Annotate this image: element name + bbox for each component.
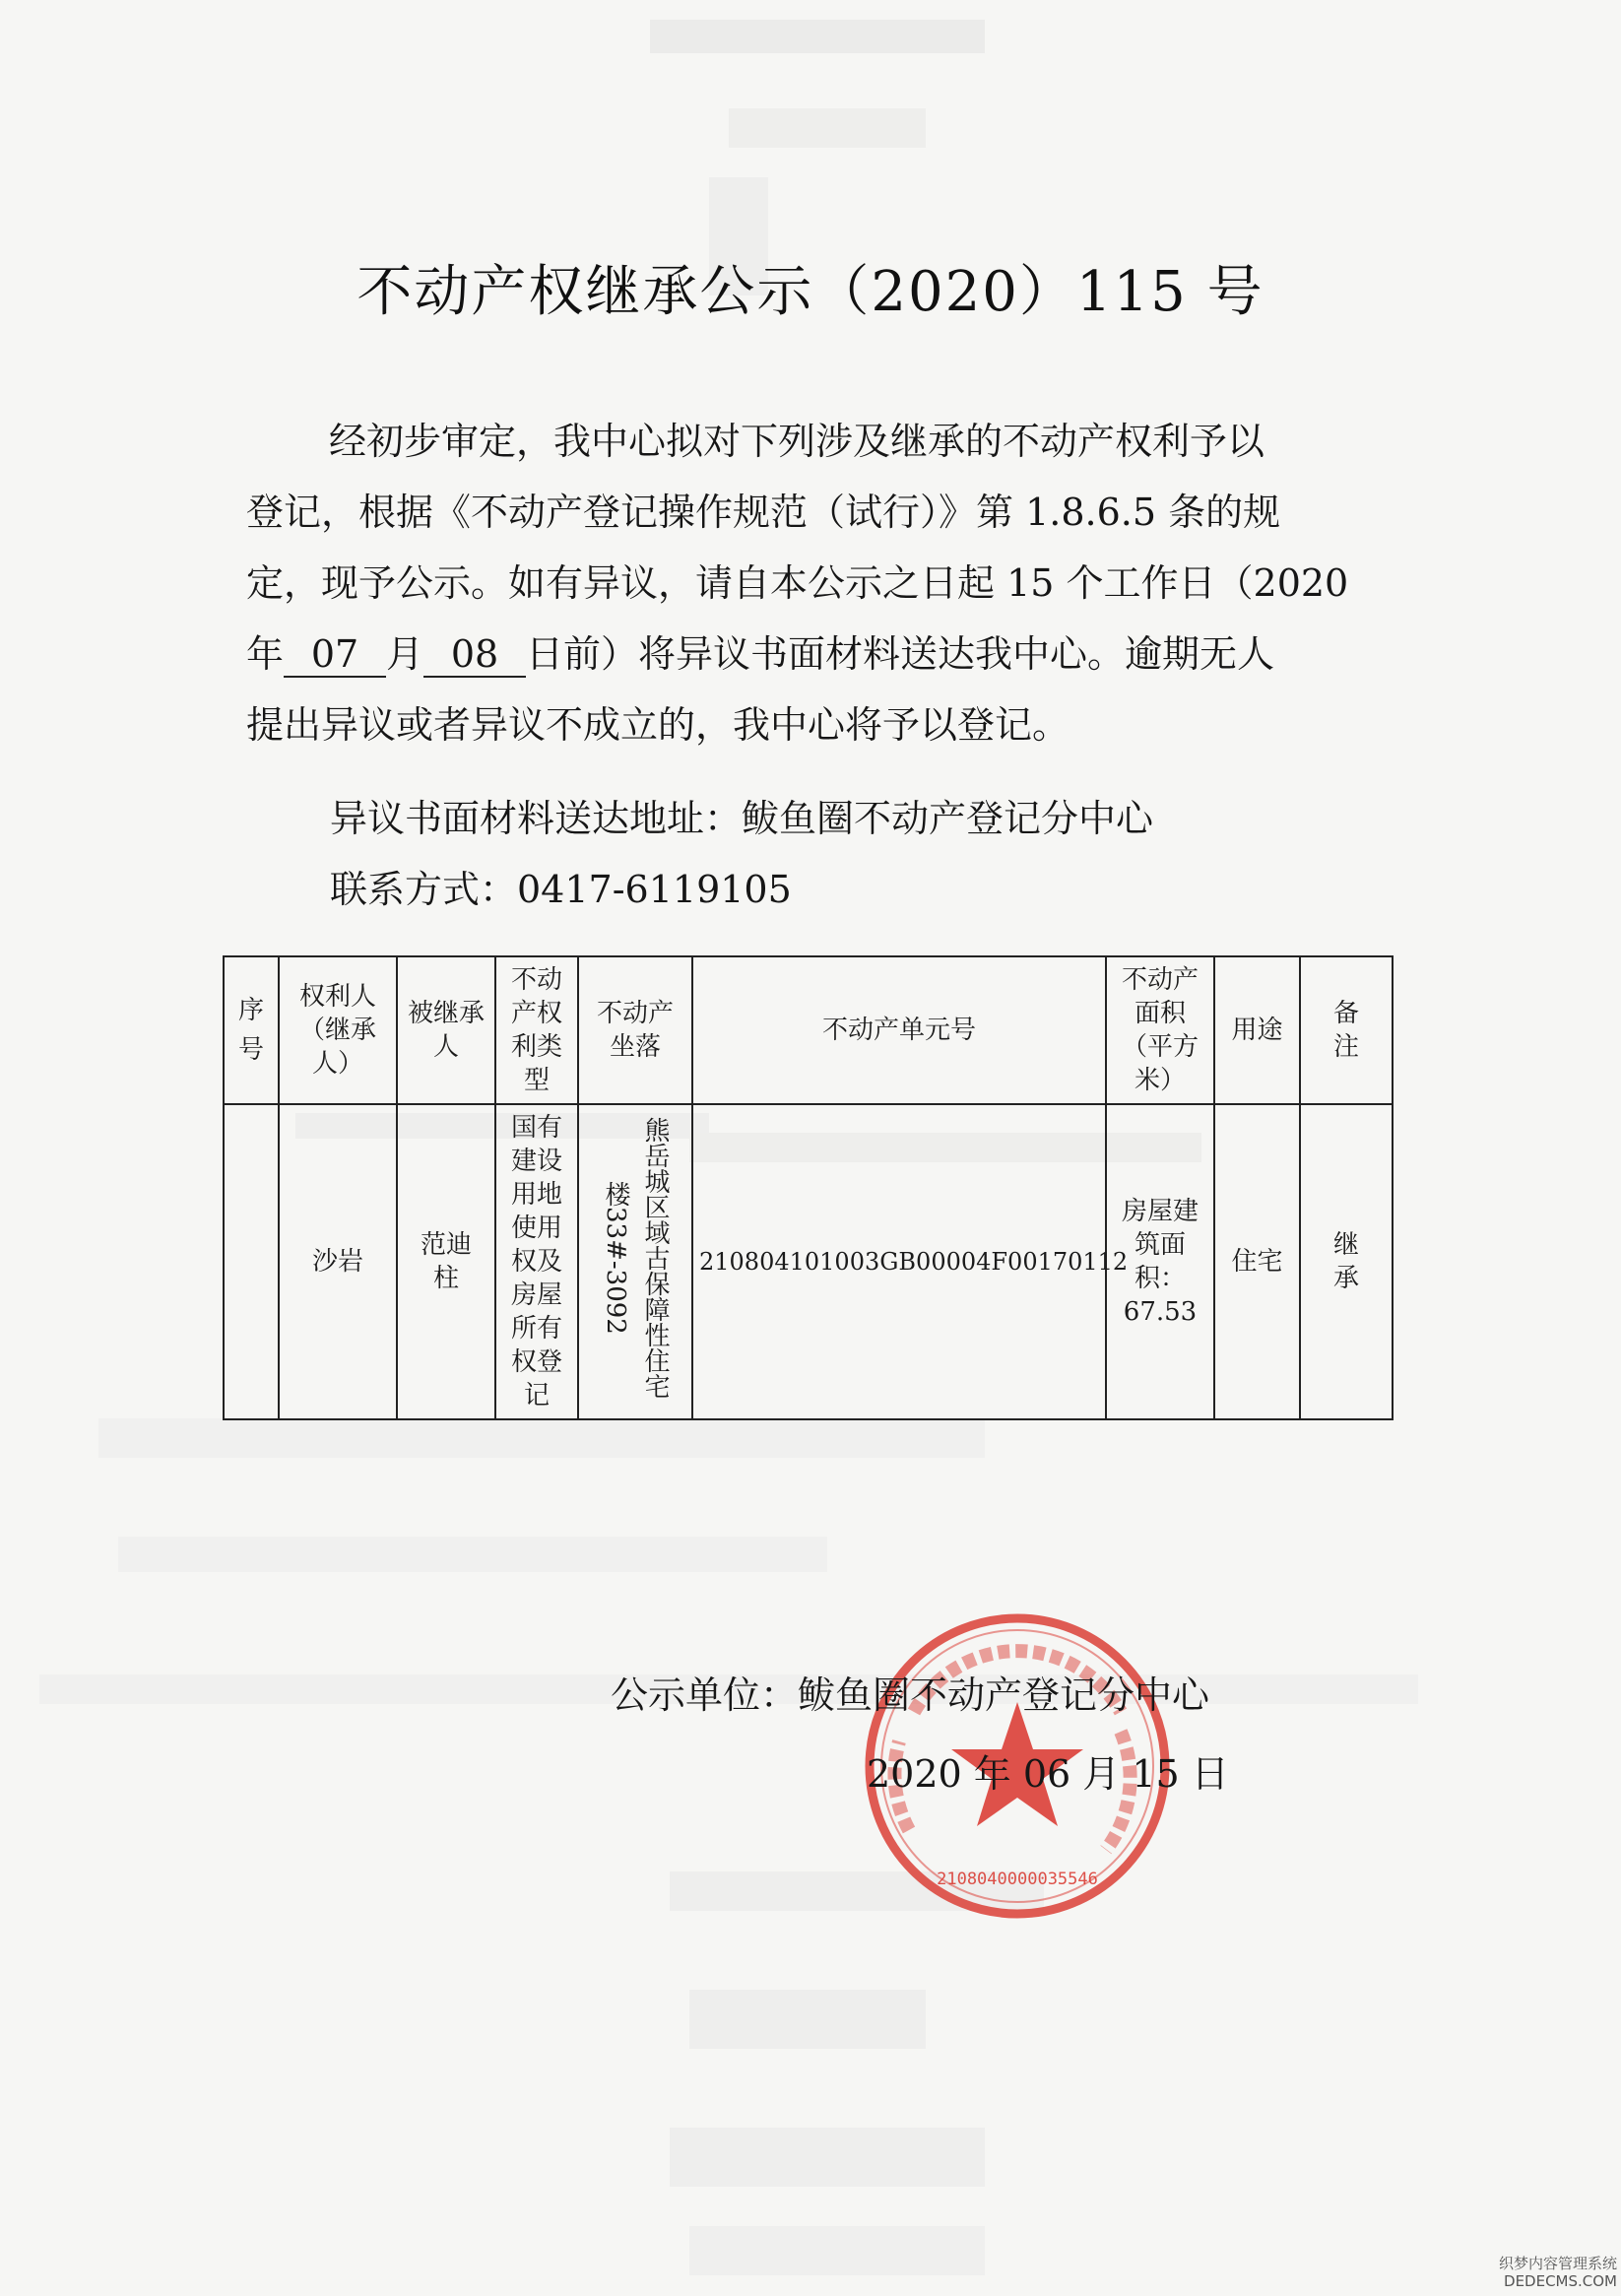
cell-decedent: 范迪柱 <box>397 1104 495 1419</box>
year-char: 年 <box>246 632 285 676</box>
cell-note: 继承 <box>1300 1104 1393 1419</box>
seal-code: 2108040000035546 <box>937 1870 1098 1889</box>
paragraph-line: 提出异议或者异议不成立的，我中心将予以登记。 <box>246 703 1070 747</box>
notice-paragraph <box>246 406 1379 760</box>
issuer-line: 公示单位：鲅鱼圈不动产登记分中心 <box>611 1673 1210 1717</box>
table-header-row <box>224 956 1393 1104</box>
cell-unit-no: 210804101003GB00004F00170112 <box>692 1104 1106 1419</box>
header-seq: 序号 <box>224 956 279 1104</box>
header-unit-no: 不动产单元号 <box>692 956 1106 1104</box>
cell-seq <box>224 1104 279 1419</box>
month-char: 月 <box>386 632 424 676</box>
watermark-line: 织梦内容管理系统 <box>1498 2255 1617 2272</box>
deadline-suffix: 日前）将异议书面材料送达我中心。逾期无人 <box>526 632 1275 676</box>
cell-use: 住宅 <box>1214 1104 1300 1419</box>
document-title: 不动产权继承公示（2020）115 号 <box>357 260 1264 324</box>
deadline-day-blank: 08 <box>423 632 526 678</box>
paragraph-line: 定，现予公示。如有异议，请自本公示之日起 15 个工作日（2020 <box>246 561 1349 605</box>
cell-area: 房屋建筑面积：67.53 <box>1106 1104 1214 1419</box>
cell-holder: 沙岩 <box>279 1104 397 1419</box>
cell-right-type: 国有建设用地使用权及房屋所有权登记 <box>495 1104 578 1419</box>
deadline-month-blank: 07 <box>284 632 386 678</box>
header-area: 不动产面积（平方米） <box>1106 956 1214 1104</box>
contact-info: 联系方式：0417-6119105 <box>330 868 792 911</box>
paragraph-line: 经初步审定，我中心拟对下列涉及继承的不动产权利予以 <box>329 420 1265 463</box>
header-note: 备注 <box>1300 956 1393 1104</box>
registration-table <box>223 955 1394 1420</box>
header-holder: 权利人（继承人） <box>279 956 397 1104</box>
paragraph-line: 登记，根据《不动产登记操作规范（试行）》第 1.8.6.5 条的规 <box>246 491 1281 534</box>
objection-address: 异议书面材料送达地址：鲅鱼圈不动产登记分中心 <box>330 797 1154 840</box>
paragraph-line-deadline <box>246 619 1379 689</box>
table-row <box>224 1104 1393 1419</box>
header-decedent: 被继承人 <box>397 956 495 1104</box>
header-location: 不动产坐落 <box>578 956 692 1104</box>
header-use: 用途 <box>1214 956 1300 1104</box>
watermark-line: DEDECMS.COM <box>1504 2272 1617 2290</box>
watermark <box>1499 2255 1617 2290</box>
cell-location: 熊岳城区域古保障性住宅楼33#-3092 <box>578 1104 692 1419</box>
header-right-type: 不动产权利类型 <box>495 956 578 1104</box>
issue-date: 2020 年 06 月 15 日 <box>867 1752 1229 1796</box>
